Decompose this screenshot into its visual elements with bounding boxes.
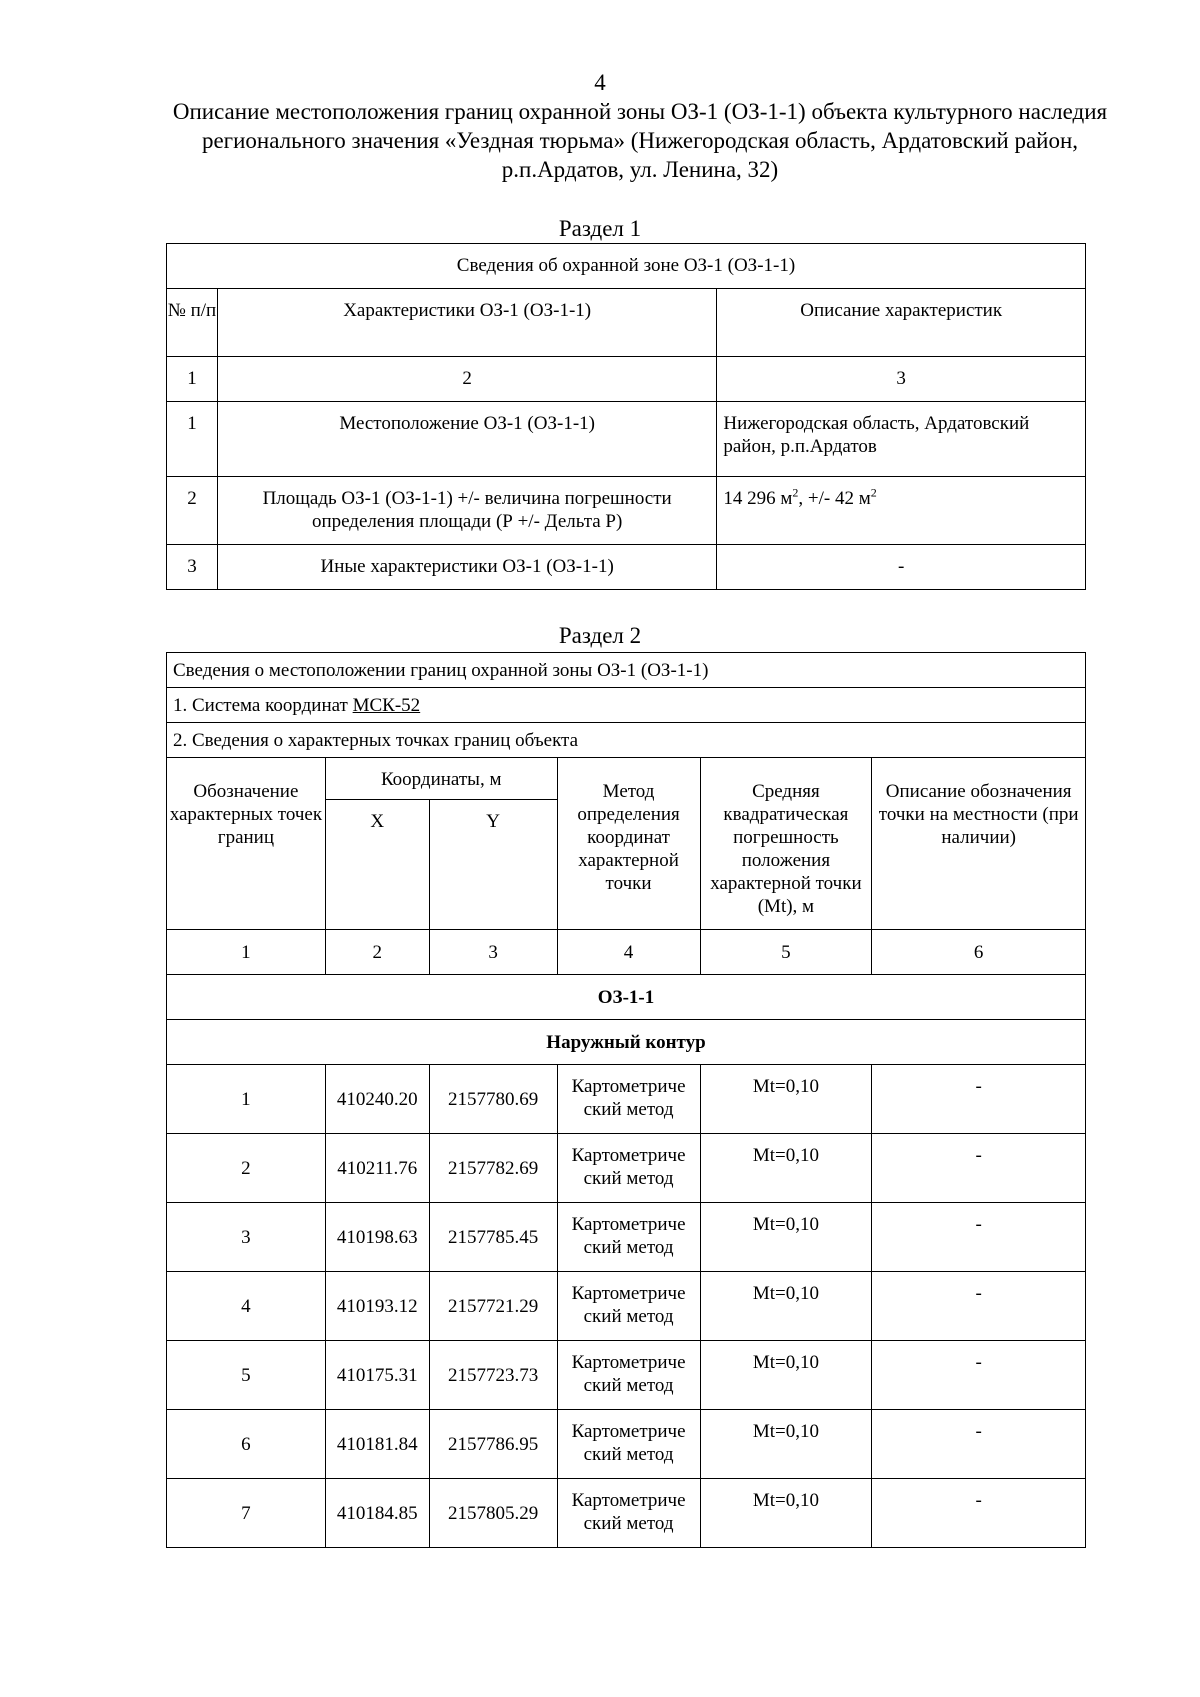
x-coordinate: 410175.31 xyxy=(325,1341,429,1410)
col-description-header: Описание обозначения точки на местности (при наличии) xyxy=(872,758,1086,930)
mt-value: Mt=0,10 xyxy=(700,1203,872,1272)
characteristic: Местоположение ОЗ-1 (ОЗ-1-1) xyxy=(217,402,716,477)
index-cell: 1 xyxy=(167,357,218,402)
y-coordinate: 2157785.45 xyxy=(429,1203,557,1272)
point-number: 3 xyxy=(167,1203,326,1272)
x-coordinate: 410193.12 xyxy=(325,1272,429,1341)
col-x-header: X xyxy=(325,800,429,930)
table-row xyxy=(167,1272,1086,1341)
method: Картометриче ский метод xyxy=(557,1341,700,1410)
index-cell: 4 xyxy=(557,930,700,975)
method: Картометриче ский метод xyxy=(557,1065,700,1134)
superscript: 2 xyxy=(870,485,877,500)
point-number: 4 xyxy=(167,1272,326,1341)
table-row xyxy=(167,477,1086,545)
index-cell: 3 xyxy=(717,357,1086,402)
index-cell: 3 xyxy=(429,930,557,975)
y-coordinate: 2157721.29 xyxy=(429,1272,557,1341)
mt-value: Mt=0,10 xyxy=(700,1272,872,1341)
contour-label: Наружный контур xyxy=(167,1020,1086,1065)
col-characteristics-header: Характеристики ОЗ-1 (ОЗ-1-1) xyxy=(217,289,716,357)
point-description: - xyxy=(872,1065,1086,1134)
table-row xyxy=(167,1479,1086,1548)
section2-heading: Раздел 2 xyxy=(558,623,642,648)
characteristic-description: Нижегородская область, Ардатовский район, р.п.Ардатов xyxy=(717,402,1086,477)
page-number: 4 xyxy=(594,70,606,95)
col-number-header: № п/п xyxy=(167,289,218,357)
table1-title: Сведения об охранной зоне ОЗ-1 (ОЗ-1-1) xyxy=(167,244,1086,289)
mt-value: Mt=0,10 xyxy=(700,1065,872,1134)
info-title: Сведения о местоположении границ охранной зоны ОЗ-1 (ОЗ-1-1) xyxy=(167,653,1086,688)
characteristic: Площадь ОЗ-1 (ОЗ-1-1) +/- величина погрешности определения площади (Р +/- Дельта Р) xyxy=(217,477,716,545)
table-row xyxy=(167,1410,1086,1479)
document-title: Описание местоположения границ охранной зоны ОЗ-1 (ОЗ-1-1) объекта культурного наследия регионального значения «Уездная тюрьма» (Нижегородская область, Ардатовский район, р.п.Ардатов, ул. Ленина, 32) xyxy=(172,99,1108,182)
row-number: 1 xyxy=(167,402,218,477)
point-description: - xyxy=(872,1134,1086,1203)
zone-label: ОЗ-1-1 xyxy=(167,975,1086,1020)
col-method-header: Метод определения координат характерной точки xyxy=(557,758,700,930)
method: Картометриче ский метод xyxy=(557,1203,700,1272)
col-mt-header: Средняя квадратическая погрешность положения характерной точки (Mt), м xyxy=(700,758,872,930)
method: Картометриче ский метод xyxy=(557,1134,700,1203)
index-cell: 1 xyxy=(167,930,326,975)
table-row xyxy=(167,1341,1086,1410)
method: Картометриче ский метод xyxy=(557,1272,700,1341)
mt-value: Mt=0,10 xyxy=(700,1134,872,1203)
point-number: 1 xyxy=(167,1065,326,1134)
points-info: 2. Сведения о характерных точках границ объекта xyxy=(167,723,1086,758)
superscript: 2 xyxy=(792,485,799,500)
mt-value: Mt=0,10 xyxy=(700,1479,872,1548)
index-cell: 2 xyxy=(217,357,716,402)
point-number: 2 xyxy=(167,1134,326,1203)
point-description: - xyxy=(872,1341,1086,1410)
mt-value: Mt=0,10 xyxy=(700,1341,872,1410)
mt-value: Mt=0,10 xyxy=(700,1410,872,1479)
protection-zone-info-table xyxy=(166,243,1086,590)
method: Картометриче ский метод xyxy=(557,1479,700,1548)
index-cell: 2 xyxy=(325,930,429,975)
x-coordinate: 410211.76 xyxy=(325,1134,429,1203)
table-row xyxy=(167,1065,1086,1134)
row-number: 2 xyxy=(167,477,218,545)
col-description-header: Описание характеристик xyxy=(717,289,1086,357)
boundary-points-table xyxy=(166,652,1086,1548)
table-row xyxy=(167,1134,1086,1203)
row-number: 3 xyxy=(167,545,218,590)
index-cell: 5 xyxy=(700,930,872,975)
coordinate-system-label: 1. Система координат xyxy=(173,694,353,716)
x-coordinate: 410181.84 xyxy=(325,1410,429,1479)
y-coordinate: 2157782.69 xyxy=(429,1134,557,1203)
index-cell: 6 xyxy=(872,930,1086,975)
coordinate-system-name: МСК-52 xyxy=(352,694,421,716)
col-coordinates-header: Координаты, м xyxy=(325,758,557,800)
characteristic-description xyxy=(717,477,1086,545)
area-error: , +/- 42 м xyxy=(798,488,871,509)
coordinate-system xyxy=(167,688,1086,723)
y-coordinate: 2157723.73 xyxy=(429,1341,557,1410)
y-coordinate: 2157786.95 xyxy=(429,1410,557,1479)
col-y-header: Y xyxy=(429,800,557,930)
point-description: - xyxy=(872,1410,1086,1479)
y-coordinate: 2157805.29 xyxy=(429,1479,557,1548)
section1-heading: Раздел 1 xyxy=(558,216,642,241)
characteristic-description: - xyxy=(717,545,1086,590)
y-coordinate: 2157780.69 xyxy=(429,1065,557,1134)
table-row xyxy=(167,402,1086,477)
col-point-header: Обозначение характерных точек границ xyxy=(167,758,326,930)
x-coordinate: 410184.85 xyxy=(325,1479,429,1548)
point-number: 5 xyxy=(167,1341,326,1410)
point-number: 6 xyxy=(167,1410,326,1479)
point-number: 7 xyxy=(167,1479,326,1548)
x-coordinate: 410198.63 xyxy=(325,1203,429,1272)
point-description: - xyxy=(872,1203,1086,1272)
method: Картометриче ский метод xyxy=(557,1410,700,1479)
point-description: - xyxy=(872,1272,1086,1341)
table-row xyxy=(167,545,1086,590)
point-description: - xyxy=(872,1479,1086,1548)
area-value: 14 296 м xyxy=(723,488,793,509)
characteristic: Иные характеристики ОЗ-1 (ОЗ-1-1) xyxy=(217,545,716,590)
table-row xyxy=(167,1203,1086,1272)
x-coordinate: 410240.20 xyxy=(325,1065,429,1134)
